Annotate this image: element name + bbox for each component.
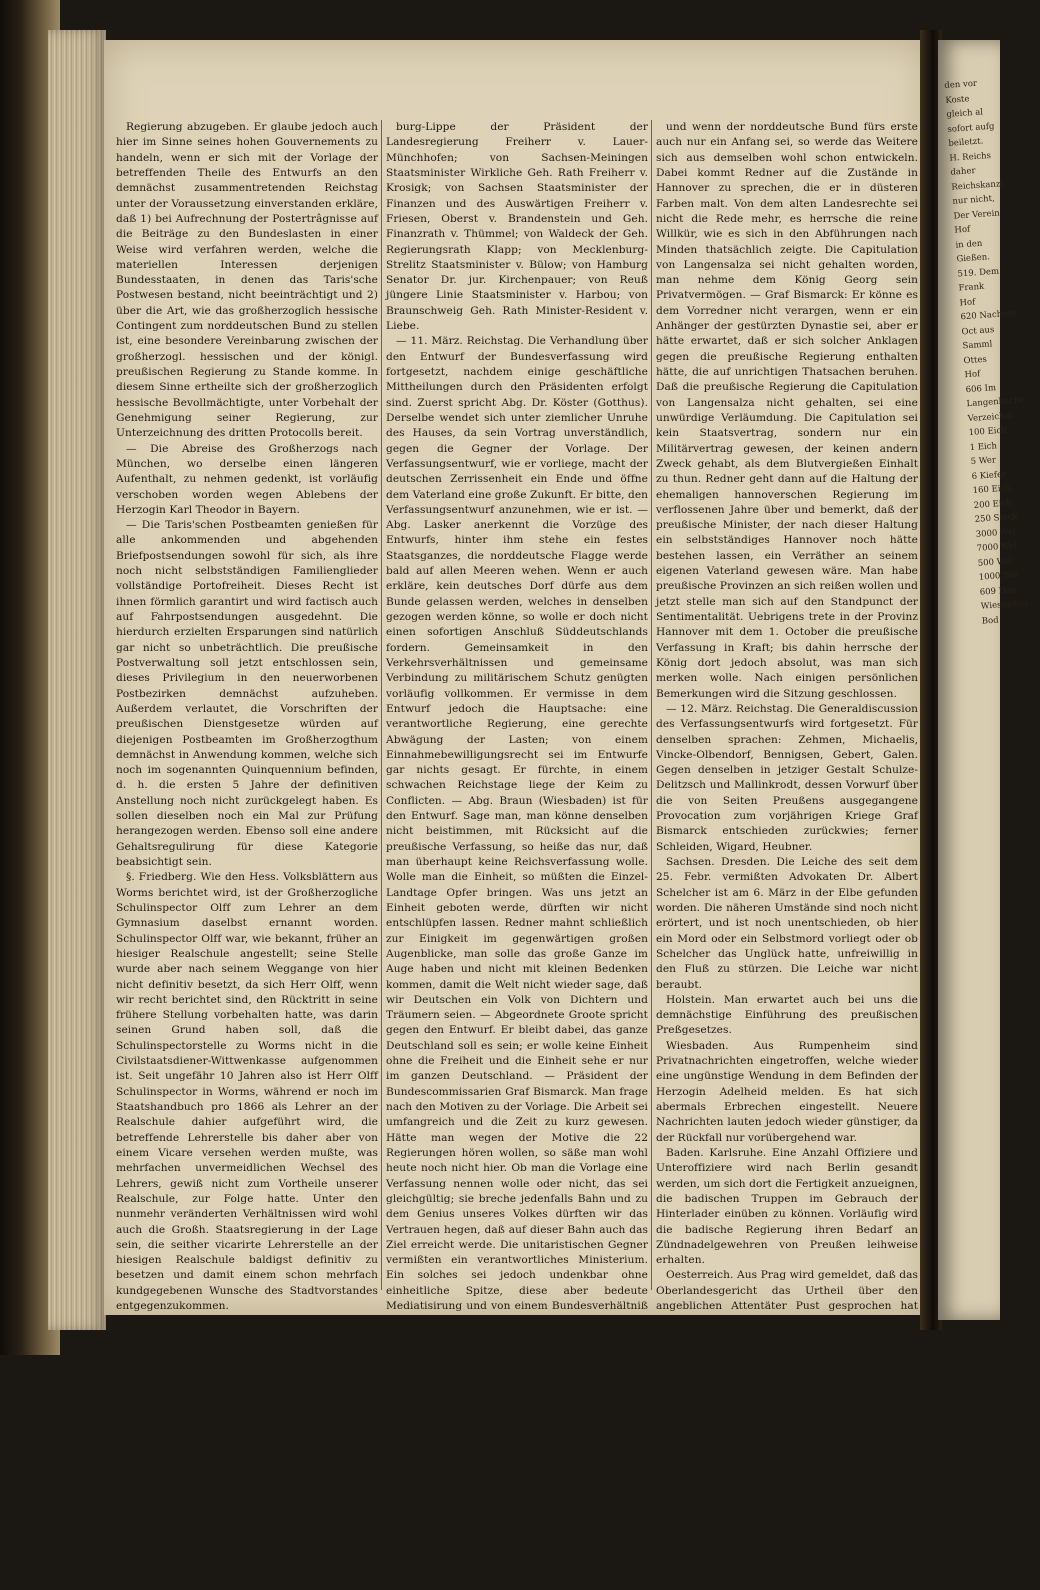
facing-page-fragment: 500 Wel — [977, 555, 1013, 569]
facing-page-fragment: 609 Den — [979, 584, 1017, 598]
facing-page-fragment: Ottes — [963, 354, 988, 366]
facing-page-fragment: 100 Eich — [968, 425, 1008, 439]
column-rule-1 — [381, 120, 382, 1290]
facing-page-fragment: 606 Im — [965, 382, 997, 395]
page-edges — [48, 30, 106, 1330]
column3-paragraph: Großbritannien. London. Kürzlich ereignete sich zwischen Heeddersfield und Bradford ein schreckliches Eisenbahnunglück: Der Zug nach Heeddersfield kam unweit Bradford in einem Tunnel plötzlich zum Stillstand. Der Locomotivführer, der sich die Ursache nicht erklären konnte, stieg ab und ging unter die Maschine, um sich zu überzeugen, was wohl die Stockung veranlaßt haben konnte. In der Zwischenzeit kam mit großer Schnelligkeit ein anderer Zug von Leeds heran und fuhr mit großer Gewalt in den Tunnel und — [656, 1361, 918, 1542]
facing-page-fragment: Verzeichni — [967, 410, 1014, 424]
facing-page-fragment: in den — [955, 238, 983, 251]
facing-page-fragment: 160 Eich — [972, 483, 1012, 496]
facing-page-fragment: beiletzt. — [948, 136, 984, 149]
facing-page-fragment: H. Reichs — [949, 150, 992, 164]
column3-paragraph: Wiesbaden. Aus Rumpenheim sind Privatnachrichten eingetroffen, welche wieder eine ungünstige Wendung in dem Befinden der Herzogin Adelheid melden. Es hat sich abermals Erbrechen eingestellt. Neuere Nachrichten lauten jedoch wieder günstiger, da der Rückfall nur vorübergehend war. — [656, 1039, 918, 1144]
column1-paragraph: §. Friedberg. Wie den Hess. Volksblättern aus Worms berichtet wird, ist der Großherzogliche Schulinspector Olff zum Lehrer an dem Gymnasium daselbst ernannt worden. Schulinspector Olff war, wie bekannt, früher an hiesiger Realschule angestellt; seine Stelle wurde aber nach seinem Weggange von hier nicht definitiv besetzt, da sich Herr Olff, wenn wir recht berichtet sind, den Rücktritt in seine frühere Stellung vorbehalten hatte, was darin seinen Grund haben soll, daß die Schulinspectorstelle zu Worms nicht in die Civilstaatsdiener-Wittwenkasse aufgenommen ist. Seit ungefähr 10 Jahren also ist Herr Olff Schulinspector in Worms, während er noch im Staatshandbuch pro 1866 als Lehrer an der Realschule dahier aufgeführt wird, die betreffende Lehrerstelle bis daher aber von einem Vicare versehen werden mußte, was mehrfachen unvermeidlichen Wechsel des Lehrers, gewiß nicht zum Vortheile unserer Realschule, zur Folge hatte. Unter den nunmehr veränderten Verhältnissen wird wohl auch die Großh. Staatsregierung in der Lage sein, die seither vicarirte Lehrerstelle an der hiesigen Realschule baldigst definitiv zu besetzen und damit einem schon mehrfach kundgegebenen Wunsche des Stadtvorstandes entgegenzukommen. — [116, 871, 378, 1313]
newspaper-page — [104, 40, 928, 1588]
facing-page-fragment: Reichskanzl — [951, 178, 1004, 193]
column3-paragraph: Sachsen. Dresden. Die Leiche des seit dem 25. Febr. vermißten Advokaten Dr. Albert Schelcher ist am 6. März in der Elbe gefunden worden. Die näheren Umstände sind noch nicht erörtert, und ist noch unentschieden, ob hier ein Mord oder ein Selbstmord vorliegt oder ob Schelcher das Unglück hatte, unfreiwillig in den Fluß zu stürzen. Die Leiche war nicht beraubt. — [656, 856, 918, 991]
facing-page-fragment: 5 Wer — [970, 455, 997, 468]
text-column-2 — [386, 120, 649, 1573]
facing-page-fragment: Hof — [964, 369, 981, 381]
facing-page-fragment: Langenbache — [966, 395, 1025, 410]
facing-page-fragment: Oct aus — [961, 324, 995, 337]
column-rule-2 — [651, 120, 652, 1290]
text-column-1 — [116, 120, 378, 1588]
column1-paragraph: Regierung abzugeben. Er glaube jedoch auch hier im Sinne seines hohen Gouvernements zu handeln, wenn er sich mit der Vorlage der betreffenden Theile des Entwurfs an den demnächst zusammentretenden Reichstag unter der Voraussetzung einverstanden erkläre, daß 1) bei Aufrechnung der Postertrâgnisse auf die Beiträge zu den Bundeslasten in einer Weise wird verfahren werden, welche die materiellen Interessen derjenigen Bundesstaaten, in denen das Taris'sche Postwesen bestand, nicht beeinträchtigt und 2) über die Art, wie das großherzoglich hessische Contingent zum norddeutschen Bund zu stellen ist, eine besondere Vereinbarung zwischen der großherzogl. hessischen und der königl. preußischen Regierung zu Stande komme. In diesem Sinne ertheilte sich der großherzoglich hessische Bevollmächtigte, unter Vorbehalt der Genehmigung seiner Regierung, zur Unterzeichnung des dritten Protocolls bereit. — [116, 121, 378, 440]
column3-paragraph: Oesterreich. Aus Prag wird gemeldet, daß das Oberlandesgericht das Urtheil über den angeblichen Attentäter Pust gesprochen hat und daß dasselbe auf Freisprechung laute. Pust soll eine Entschädigungsklage gegen seinen Denuncianten Palmer eingereicht haben. — [656, 1269, 918, 1358]
facing-page-fragment: nur nicht, — [952, 193, 996, 207]
column3-paragraph: Baden. Karlsruhe. Eine Anzahl Offiziere und Unteroffiziere wird nach Berlin gesandt werden, um sich dort die Fertigkeit anzueignen, die badischen Truppen im Gebrauch der Hinterlader einüben zu können. Vorläufig wird die badische Regierung ihren Bedarf an Zündnadelgewehren von Preußen leihweise erhalten. — [656, 1146, 918, 1267]
facing-page-fragment: 1000 Wel — [978, 569, 1020, 583]
facing-page-fragment: Gießen. — [956, 252, 991, 265]
facing-page-fragment: Hof — [954, 224, 971, 236]
facing-page-fragment: gleich al — [946, 107, 984, 120]
column1-paragraph: — Die Taris'schen Postbeamten genießen für alle ankommenden und abgehenden Briefpostsendungen sowohl für sich, als ihre noch nicht selbstständigen Familienglieder vollständige Portofreiheit. Dieses Recht ist ihnen förmlich garantirt und wird factisch auch auf Fahrpostsendungen ausgedehnt. Die hierdurch erzielten Ersparungen sind natürlich gar nicht so unbeträchtlich. Die preußische Postverwaltung soll jetzt entschlossen sein, dieses Privilegium in den neuerworbenen Postbezirken demnächst aufzuheben. Außerdem verlautet, die Vorschriften der preußischen Dienstgesetze würden auf diejenigen Postbeamten im Großherzogthum demnächst in Anwendung kommen, welche sich noch im sogenannten Quinquennium befinden, d. h. die ersten 5 Jahre der definitiven Anstellung noch nicht zurückgelegt haben. Es sollen dieselben noch ein Mal zur Prüfung herangezogen werden. Ebenso soll eine andere Gehaltsregulirung für diese Kategorie beabsichtigt sein. — [116, 519, 378, 868]
column3-paragraph: und wenn der norddeutsche Bund fürs erste auch nur ein Anfang sei, so werde das Weitere sich aus demselben wohl schon entwickeln. Dabei kommt Redner auf die Zustände in Hannover zu sprechen, die er in düsteren Farben malt. Von dem alten Landesrechte sei nicht die Rede mehr, es herrsche die reine Willkür, wie es sich in den Abführungen nach Minden thatsächlich zeigte. Die Capitulation von Langensalza sei nicht gehalten worden, man nehme dem König Georg sein Privatvermögen. — Graf Bismarck: Er könne es dem Vorredner nicht verargen, wenn er ein Anhänger der gestürzten Dynastie sei, aber er hätte erwartet, daß er sich solcher Anklagen gegen die preußische Regierung enthalten hätte, die auf unrichtigen Thatsachen beruhen. Daß die preußische Regierung die Capitulation von Langensalza nicht gehalten, sei eine unwürdige Verläumdung. Die Capitulation sei kein Staatsvertrag, sondern nur ein Militärvertrag gewesen, der keinen andern Zweck gehabt, als dem Blutvergießen Einhalt zu thun. Redner geht dann auf die Haltung der ehemaligen hannoverschen Regierung im verflossenen Jahre über und bemerkt, daß der preußische Minister, der nach dieser Haltung ein selbstständiges Hannover noch hätte bestehen lassen, ein Verräther an seinem eigenen Vaterland gewesen wäre. Man habe preußische Provinzen an sich reißen wollen und jetzt stelle man sich auf den Standpunct der Sentimentalität. Uebrigens trete in der Provinz Hannover mit dem 1. October die preußische Verfassung in Kraft; bis dahin herrsche der König dort jedoch absolut, was man sich merken wolle. Nach einigen persönlichen Bemerkungen wird die Sitzung geschlossen. — [656, 121, 918, 700]
text-column-3 — [656, 120, 918, 1542]
facing-page-fragment: Wiesbaden — [980, 598, 1029, 612]
column2-paragraph: — 11. März. Reichstag. Die Verhandlung über den Entwurf der Bundesverfassung wird fortgesetzt, nachdem einige geschäftliche Mittheilungen durch den Präsidenten erfolgt sind. Zuerst spricht Abg. Dr. Köster (Gotthus). Derselbe wendet sich unter ziemlicher Unruhe des Hauses, da sein Vortrag unverständlich, gegen die Gegner der Vorlage. Der Verfassungsentwurf, wie er vorliege, macht der deutschen Zerrissenheit ein Ende und öffne dem Vaterland eine große Zukunft. Er bitte, den Verfassungsentwurf anzunehmen, wie er ist. — Abg. Lasker anerkennt die Vorzüge des Entwurfs, hinter ihm stehe ein festes Staatsganzes, die norddeutsche Flagge werde bald auf allen Meeren wehen. Wenn er auch erkläre, kein deutsches Dorf dürfe aus dem Bunde gelassen werden, welches in denselben gezogen werden könne, so wolle er doch nicht einen sofortigen Anschluß Süddeutschlands fordern. Gemeinsamkeit in den Verkehrsverhältnissen und gemeinsame Verbindung zu militärischem Schutz genügten vorläufig vollkommen. Er vermisse in dem Entwurf jedoch die Hauptsache: eine verantwortliche Regierung, eine gerechte Abwägung der Lasten; von einem Einnahmebewilligungsrecht sei im Entwurfe gar nichts gesagt. Er fürchte, in einem schwachen Reichstage liege der Keim zu Conflicten. — Abg. Braun (Wiesbaden) ist für den Entwurf. Sage man, man könne denselben nicht beistimmen, mit Rücksicht auf die preußische Verfassung, so heiße das nur, daß man überhaupt keine Reichsverfassung wolle. Wolle man die Einheit, so müßten die Einzel-Landtage Opfer bringen. Was uns jetzt an Einheit geboten werde, dürften wir nicht entschlüpfen lassen. Redner mahnt schließlich zur Einigkeit im gegenwärtigen großen Augenblicke, man solle das große Ganze im Auge haben und nicht mit kleinen Bedenken kommen, damit die Welt nicht wieder sage, daß wir Deutschen ein Volk von Dichtern und Träumern seien. — Abgeordnete Groote spricht gegen den Entwurf. Er bleibt dabei, das ganze Deutschland soll es sein; er wolle keine Einheit ohne die Freiheit und die Einheit sehe er nur im ganzen Deutschland. — Präsident der Bundescommissarien Graf Bismarck. Man frage nach den Motiven zu der Vorlage. Die Arbeit sei umfangreich und die Zeit zu kurz gewesen. Hätte man wegen der Motive die 22 Regierungen hören wollen, so säße man wohl heute noch nicht hier. Ob man die Vorlage eine Verfassung nennen wolle oder nicht, das sei gleichgültig; sie breche jedenfalls Bahn und zu dem Genius unseres Volkes dürften wir das Vertrauen hegen, daß auf dieser Bahn auch das Ziel erreicht werde. Die unitaristischen Gegner vermißten ein verantwortliches Ministerium. Ein solches sei jedoch undenkbar ohne einheitliche Spitze, diese aber bedeute Mediatisirung und von einem Bundesverhältniß könne dann nicht mehr die Rede sein. Man irre, wenn man glaube, durch ein verantwortliches Ministerium Süddeutschland zu gewinnen. Sei unsere Verfassung fertig, so könnten wir Süddeutschland einladen, mit uns zu verhandeln. Was die militärische Vereinigung von Nord- und Süddeutschland zu gegenseitigem Schutz nach Außen betreffe, so sei dieselbe gesichert. Erledigen Sie Ihre Arbeit nur rasch, setzen wir Deutschland nur in den Sattel, reiten wird es schon können. — Abg. v. Gottberg hat Bedenken gegen das Wahlgesetz und wünscht Garantien dagegen. Im Uebrigen spricht er für die Vorlage. — Abg. v. Münchhausen (Hannover). Der alte Bund sei unhaltbar gewesen, an seine Stelle müsse etwas Neues gesetzt werden, — [386, 335, 649, 1573]
column1-paragraph: — Die Abreise des Großherzogs nach München, wo derselbe einen längeren Aufenthalt, zu nehmen gedenkt, ist vorläufig verschoben worden wegen Ablebens der Herzogin Karl Theodor in Bayern. — [116, 442, 378, 516]
facing-page-edge — [938, 40, 1029, 1320]
facing-page-fragment: Frank — [958, 281, 985, 294]
facing-page-fragment: 200 Eich — [973, 497, 1013, 511]
facing-page-fragment: Koste — [945, 93, 970, 106]
facing-page-fragment: 519. Dem — [957, 266, 1000, 280]
facing-page-fragment: daher — [950, 166, 976, 178]
column3-paragraph: — 12. März. Reichstag. Die Generaldiscussion des Verfassungsentwurfs wird fortgesetzt. Für denselben sprachen: Zehmen, Michaelis, Vincke-Olbendorf, Bennigsen, Gebert, Galen. Gegen denselben in jetziger Gestalt Schulze-Delitzsch und Mallinkrodt, dessen Vorwurf über die von Seiten Preußens ausgegangene Provocation zum vorjährigen Kriege Graf Bismarck entschieden zurückwies; ferner Schleiden, Wigard, Heubner. — [656, 702, 918, 853]
column3-paragraph: Holstein. Man erwartet auch bei uns die demnächstige Einführung des preußischen Preßgesetzes. — [656, 993, 918, 1037]
facing-page-fragment: 7000 Wel — [976, 541, 1018, 554]
facing-page-fragment: 1 Eich — [969, 440, 998, 453]
facing-page-fragment: 3000 Wel — [975, 526, 1017, 540]
facing-page-fragment: Bod — [981, 615, 999, 627]
facing-page-fragment: 620 Nachten — [960, 308, 1017, 323]
facing-page-fragment: sofort aufg — [947, 121, 995, 135]
column1-paragraph: Preußen. Berlin. Ministerpräsident v. Bismarck hat dem Präsidium des Reichstags die Liste der Commissarien überlandt, welche von nachstehenden Bundesregierungen ernannt sind, um in Gemeinschaft mit den preußischerseits ernannten Bevollmächtigten theils für die Dauer, theils nach dem momentanen Bedürfniß sich an der Vertretung des Verfassungsentwurfs zu betheiligen: von Bremen Senator Gildemeister; von Mecklenburg-Schwerin der Staatsminister v. Oertzen und Staatsrath Dr. Wetzell; von Hessen der außerordentliche Gesandte und bevollmächtigte Minister Geheimer Legationsrath Hofmann; von Lübeck der Senator Dr. jur. Curtius; von Altenburg und von Anhalt der Wirkliche Geh. Rath und Minister-Resident Graf v. Beust; von Schaum- — [116, 1315, 378, 1588]
facing-page-fragment: 6 Kiefer — [971, 469, 1007, 482]
facing-page-fragment: den vor — [944, 78, 978, 91]
facing-page-fragment: Der Verein — [953, 207, 1001, 222]
column2-paragraph: burg-Lippe der Präsident der Landesregierung Freiherr v. Lauer-Münchhofen; von Sachsen-Meiningen Staatsminister Wirkliche Geh. Rath Freiherr v. Krosigk; von Sachsen Staatsminister der Finanzen und des Auswärtigen Freiherr v. Friesen, Oberst v. Brandenstein und Geh. Finanzrath v. Thümmel; von Waldeck der Geh. Regierungsrath Klapp; von Mecklenburg-Strelitz Staatsminister v. Bülow; von Hamburg Senator Dr. jur. Kirchenpauer; von Reuß jüngere Linie Staatsminister v. Harbou; von Braunschweig Geh. Rath Minister-Resident v. Liebe. — [386, 121, 648, 333]
facing-page-fragment: 250 Steck — [974, 511, 1019, 525]
facing-page-fragment: Hof — [959, 296, 976, 308]
facing-page-fragments — [944, 76, 1038, 630]
facing-page-fragment: Samml — [962, 339, 993, 352]
